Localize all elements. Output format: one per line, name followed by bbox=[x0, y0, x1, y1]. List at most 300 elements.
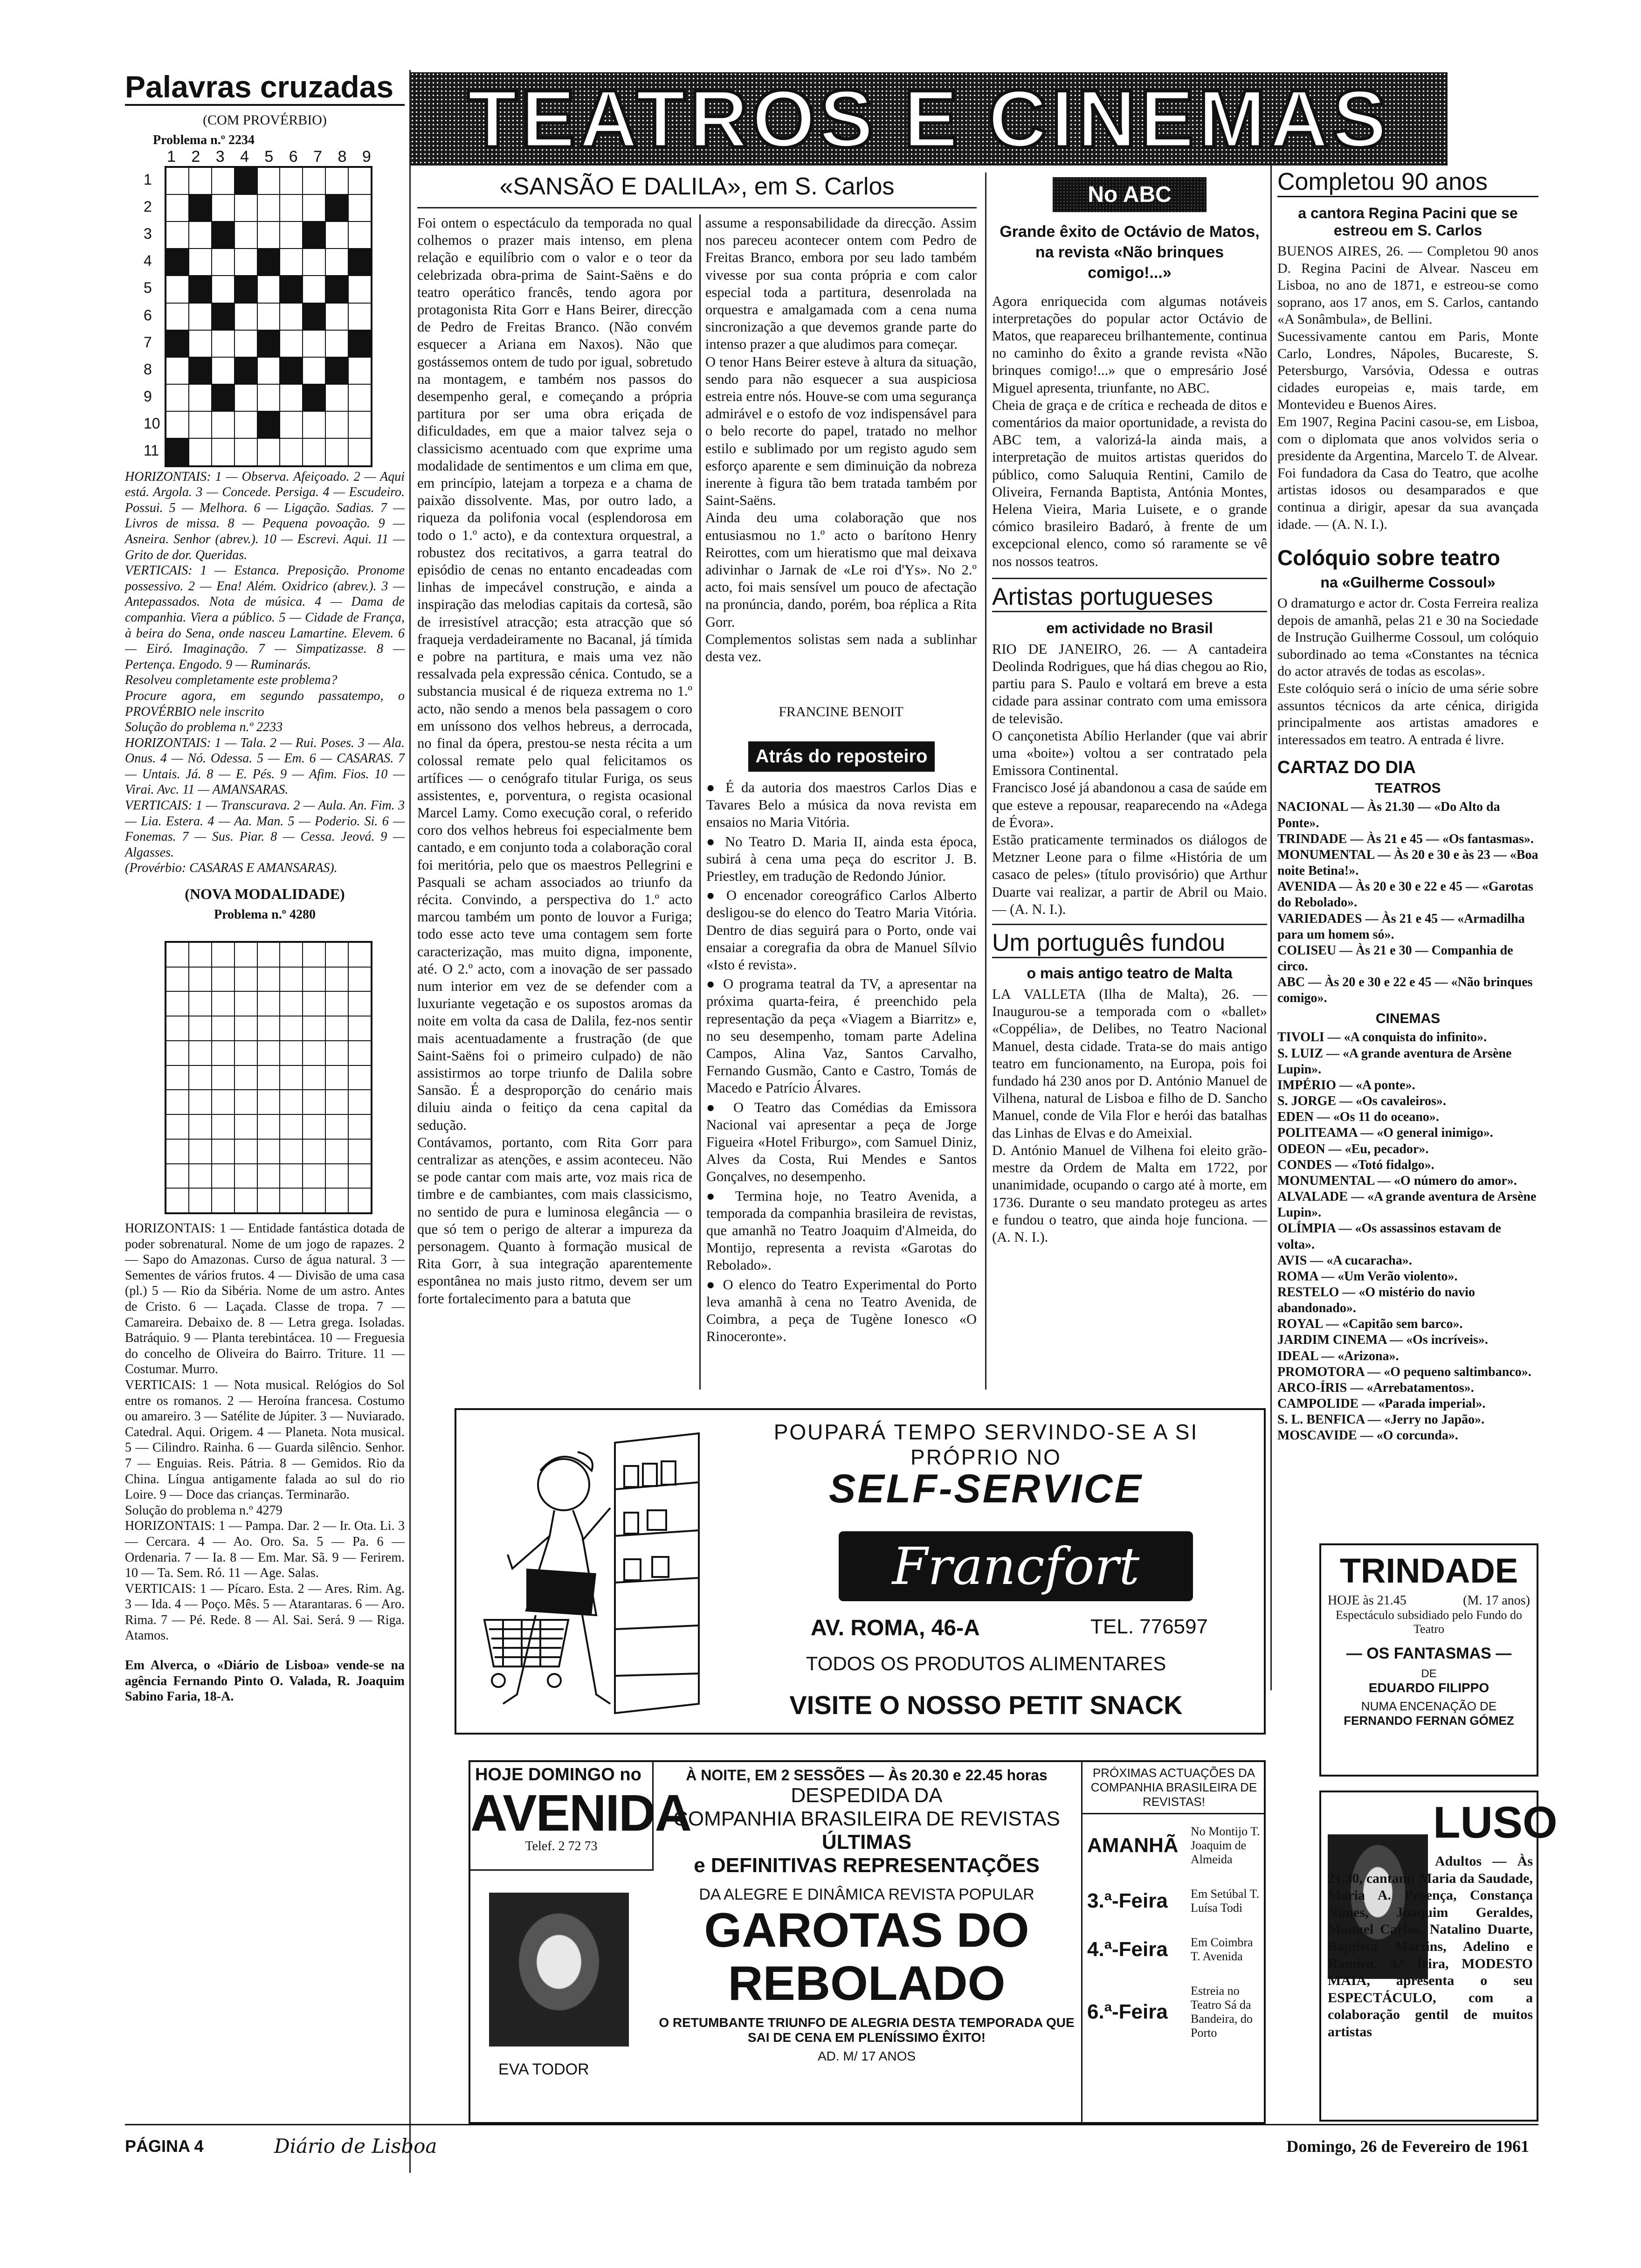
crossword-cell bbox=[234, 411, 257, 438]
crossword-cell bbox=[212, 411, 234, 438]
avenida-sessions: À NOITE, EM 2 SESSÕES — Às 20.30 e 22.45 horas bbox=[686, 1767, 1048, 1784]
cartaz-cinema-item: IDEAL — «Arizona». bbox=[1277, 1348, 1399, 1363]
crossword-cell bbox=[280, 1090, 303, 1114]
crossword-cell bbox=[166, 1114, 189, 1139]
avenida-l6: O RETUMBANTE TRIUNFO DE ALEGRIA DESTA TEMPORADA QUE SAI DE CENA EM PLENÍSSIMO ÊXITO! bbox=[659, 2015, 1075, 2045]
crossword-cell bbox=[303, 991, 325, 1016]
crossword-cell bbox=[280, 991, 303, 1016]
avenida-photo bbox=[489, 1893, 629, 2047]
crossword-column bbox=[125, 70, 405, 1705]
sansao-col2: assume a responsabilidade da direcção. Assim nos pareceu acontecer ontem com Pedro de Freitas Branco, embora por seu lado também vivesse por sua conta própria e com calor especial toda a partitura, desenrolada na orquestra e amalgamada com a cena numa sincronização a que devemos grande parte do intenso prazer a que aludimos para começar. O tenor Hans Beirer esteve à altura da situação, sendo para não esquecer a sua auspiciosa estreia entre nós. Houve-se com uma segurança admirável e o estofo de voz indispensável para o belo recorte do papel, tratado no melhor estilo e sublimado por um registo agudo sem esforço aparente e sem diminuição da nobreza inerente à figura tão bem tratada também por Saint-Saëns. Ainda deu uma colaboração que nos entusiasmou no 1.º acto o barítono Henry Reirottes, com um hieratismo que mal deixava adivinhar o Jarnak de «Le roi d'Ys». No 2.º acto, foi mais sensível um pouco de afectação na pronúncia, dando, porém, boa réplica a Rita Gorr. Complementos solistas sem nada a sublinhar desta vez. bbox=[705, 215, 977, 665]
crossword-cell bbox=[257, 438, 280, 465]
avenida-photo-caption: EVA TODOR bbox=[498, 2061, 589, 2078]
cartaz-cinema-item: PROMOTORA — «O pequeno saltimbanco». bbox=[1277, 1364, 1531, 1379]
crossword-cell bbox=[234, 1041, 257, 1065]
crossword-cell bbox=[166, 221, 189, 249]
ad-selfservice bbox=[455, 1408, 1266, 1735]
avenida-prox-list bbox=[1083, 1814, 1265, 2050]
crossword-grid-2234 bbox=[165, 166, 372, 467]
crossword-cell bbox=[212, 1114, 234, 1139]
crossword-cell bbox=[257, 1016, 280, 1041]
crossword-row-number: 10 bbox=[144, 415, 160, 432]
cartaz-teatros-list bbox=[1277, 799, 1538, 1006]
crossword-cell bbox=[348, 221, 371, 249]
crossword-cell bbox=[166, 1164, 189, 1189]
crossword-cell bbox=[189, 384, 212, 411]
cartaz-teatro-item: ABC — Às 20 e 30 e 22 e 45 — «Não brinques comigo». bbox=[1277, 975, 1533, 1006]
crossword-cell bbox=[234, 1139, 257, 1164]
crossword-cell bbox=[325, 438, 348, 465]
crossword-cell bbox=[325, 384, 348, 411]
crossword-new-heading: (NOVA MODALIDADE) bbox=[185, 885, 345, 903]
crossword-cell bbox=[303, 1016, 325, 1041]
trindade-de: DE bbox=[1421, 1667, 1437, 1680]
cartaz-cinema-item: AVIS — «A cucaracha». bbox=[1277, 1253, 1412, 1268]
sansao-col1: Foi ontem o espectáculo da temporada no qual colhemos o prazer mais intenso, em plena relação e equilíbrio com o valor e o teor da celebrizada obra-prima de Saint-Saëns e do teatro operático francês, tendo agora por protagonista Rita Gorr e Hans Beirer, direcção de Pedro de Freitas Branco. (Não convém esquecer a Ariana em Naxos). Não que gostássemos ontem de tudo por igual, sobretudo na montagem, e também nos passos do desempenho geral, e começando a própria partitura por ser uma obra eriçada de dificuldades, em que a maior talvez seja o classicismo acentuado com que exprime uma modalidade de sentimentos e um clima em que, em princípio, latejam a torpeza e a chama de paixão dissolvente. Mas, por outro lado, a riqueza da polifonia vocal (esplendorosa em todo o 1.º acto), e da contextura orquestral, a robustez dos recitativos, a garra teatral do episódio de cenas no entanto encadeadas com linhas de impecável construção, e ainda a inspiração das melodias capitais da cortesã, são de irresistível atracção; esta atracção que só fraqueja verdadeiramente no Bacanal, já tímida e pobre na partitura, e mais uma vez não ressalvada pela expressão cénica. Contudo, se a substancia musical é de riqueza extrema no 1.º acto, não sendo a menos bela passagem o coro em uníssono dos velhos hebreus, a derrocada, no final da ópera, prestou-se nesta récita a um colossal remate pelo qual felicitamos os artífices — o cenógrafo titular Furiga, os seus assistentes, e, porventura, o regista ocasional Marcel Lamy. Como execução coral, o referido coro dos velhos hebreus foi especialmente bem cantado, e em conjunto toda a colaboração coral foi meritória, pelo que os maestros Pellegrini e Pasquali se acham associados ao triunfo da récita. Convindo, a perspectiva do 1.º acto marcou também um ponto de louvor a Furiga; todo esse acto teve uma contagem sem forte caracterização, mas muito digna, imponente, até. O 2.º acto, com a inovação de ser passado num interior em vez de se defender com a luxuriante vegetação e os supostos aromas da noite em volta da casa de Dalila, fez-nos sentir mais acentuadamente a frustração (de que Saint-Saëns foi o primeiro culpado) de não assistirmos ao torpe triunfo de Dalila sobre Sansão. É a desproporção do cenário mais diluiu ainda o feitiço da cena capital da sedução. Contávamos, portanto, com Rita Gorr para centralizar as atenções, e assim aconteceu. Não se pode cantar com mais arte, voz mais rica de timbre e de cambiantes, com mais classicismo, no sentido de pura e luminosa elegância — o que só tem o perigo de alterar a impureza da personagem. Quanto à formação musical de Rita Gorr, à sua integração aparentemente espontânea no mais justo ritmo, devem ser um forte fortalecimento para a batuta que bbox=[417, 215, 692, 1307]
avenida-l1: DESPEDIDA DA bbox=[791, 1784, 943, 1807]
ad-trindade bbox=[1319, 1543, 1538, 1777]
crossword-cell bbox=[257, 303, 280, 330]
avenida-prox-day: 3.ª-Feira bbox=[1087, 1889, 1168, 1912]
crossword-cell bbox=[280, 1041, 303, 1065]
crossword-cell bbox=[325, 991, 348, 1016]
crossword-cell bbox=[303, 1188, 325, 1213]
reposteiro-item: ● O encenador coreográfico Carlos Alberto desligou-se do elenco do Teatro Maria Vitória. Dentro de dias seguirá para o Porto, onde vai ensaiar a coregrafia da obra de Manuel Sílvio «Isto é revista». bbox=[706, 887, 977, 973]
completou-headline: Completou 90 anos bbox=[1277, 168, 1538, 197]
crossword-cell bbox=[234, 1188, 257, 1213]
completou-body: BUENOS AIRES, 26. — Completou 90 anos D. Regina Pacini de Alvear. Nasceu em Lisboa, no ano de 1871, e estreou-se como soprano, aos 17 anos, em S. Carlos, cantando «A Sonâmbula», de Bellini. Sucessivamente cantou em Paris, Monte Carlo, Londres, Nápoles, Bucareste, S. Petersburgo, Varsóvia, Odessa e outras cidades europeias e, mais tarde, em Montevideu e Buenos Aires. Em 1907, Regina Pacini casou-se, em Lisboa, com o diplomata que anos volvidos seria o presidente da Argentina, Marcelo T. de Alvear. Foi fundadora da Casa do Teatro, que acolhe artistas idosos ou desamparados e que continua a dirigir, apesar da sua avançada idade. — (A. N. I.). bbox=[1277, 243, 1538, 532]
avenida-today: HOJE DOMINGO no bbox=[475, 1765, 641, 1784]
crossword-cell bbox=[348, 1114, 371, 1139]
crossword-cell bbox=[348, 194, 371, 221]
crossword-cell bbox=[325, 221, 348, 249]
ad-self-tel: TEL. 776597 bbox=[1090, 1615, 1208, 1638]
ad-avenida bbox=[469, 1760, 1266, 2124]
crossword-cell bbox=[257, 1090, 280, 1114]
cartaz-cinema-item: POLITEAMA — «O general inimigo». bbox=[1277, 1126, 1493, 1141]
avenida-l3: ÚLTIMAS bbox=[821, 1831, 912, 1853]
crossword-cell bbox=[257, 167, 280, 194]
crossword-cell bbox=[189, 1065, 212, 1090]
crossword-cell bbox=[189, 1090, 212, 1114]
crossword-row-number: 7 bbox=[144, 333, 152, 351]
luso-name: LUSO bbox=[1433, 1798, 1558, 1847]
crossword-row-number: 6 bbox=[144, 306, 152, 324]
trindade-author: EDUARDO FILIPPO bbox=[1368, 1680, 1489, 1695]
completou-sub: a cantora Regina Pacini que se estreou em S. Carlos bbox=[1298, 205, 1518, 239]
cartaz-cinema-item: ARCO-ÍRIS — «Arrebatamentos». bbox=[1277, 1380, 1474, 1395]
cartaz-cinema-item: ALVALADE — «A grande aventura de Arsène Lupin». bbox=[1277, 1189, 1537, 1220]
cartaz-teatro-item: NACIONAL — Às 21.30 — «Do Alto da Ponte». bbox=[1277, 800, 1500, 830]
crossword-cell bbox=[257, 1114, 280, 1139]
crossword-cell bbox=[212, 1188, 234, 1213]
ad-self-bottom: VISITE O NOSSO PETIT SNACK bbox=[789, 1690, 1183, 1720]
crossword-cell bbox=[234, 384, 257, 411]
crossword-cell bbox=[166, 1041, 189, 1065]
crossword-cell bbox=[257, 411, 280, 438]
avenida-prox-where: Em Coimbra T. Avenida bbox=[1191, 1936, 1253, 1963]
crossword-cell bbox=[257, 967, 280, 992]
crossword-cell bbox=[212, 967, 234, 992]
crossword-cell bbox=[166, 1139, 189, 1164]
cartaz-teatros-heading: TEATROS bbox=[1375, 781, 1441, 796]
crossword-cell bbox=[189, 303, 212, 330]
cartaz-cinema-item: EDEN — «Os 11 do oceano». bbox=[1277, 1110, 1439, 1125]
shopper-illustration bbox=[456, 1415, 717, 1732]
cartaz-cinemas-heading: CINEMAS bbox=[1375, 1011, 1441, 1027]
crossword-cell bbox=[189, 276, 212, 303]
avenida-prox-row bbox=[1083, 1814, 1265, 1877]
cartaz-cinema-item: S. LUIZ — «A grande aventura de Arsène Lupin». bbox=[1277, 1046, 1512, 1077]
crossword-cell bbox=[280, 330, 303, 357]
crossword-cell bbox=[303, 1164, 325, 1189]
trindade-line1: HOJE às 21.45 bbox=[1328, 1593, 1407, 1608]
crossword-cell bbox=[348, 411, 371, 438]
crossword-cell bbox=[303, 276, 325, 303]
crossword-cell bbox=[166, 438, 189, 465]
avenida-l2: COMPANHIA BRASILEIRA DE REVISTAS bbox=[673, 1807, 1060, 1830]
avenida-prox-where: Estreia no Teatro Sá da Bandeira, do Porto bbox=[1191, 1984, 1253, 2040]
column-rule bbox=[699, 214, 701, 1390]
crossword-cell bbox=[280, 967, 303, 992]
crossword-cell bbox=[189, 1114, 212, 1139]
crossword-cell bbox=[166, 249, 189, 276]
crossword-cell bbox=[234, 1164, 257, 1189]
section-banner bbox=[410, 72, 1448, 166]
crossword-cell bbox=[166, 967, 189, 992]
crossword-cell bbox=[303, 384, 325, 411]
cartaz-cinema-item: MOSCAVIDE — «O corcunda». bbox=[1277, 1428, 1458, 1443]
cartaz-cinema-item: CAMPOLIDE — «Parada imperial». bbox=[1277, 1397, 1486, 1411]
crossword-cell bbox=[303, 357, 325, 384]
crossword-cell bbox=[189, 357, 212, 384]
crossword-cell bbox=[234, 1114, 257, 1139]
cartaz-teatro-item: TRINDADE — Às 21 e 45 — «Os fantasmas». bbox=[1277, 831, 1534, 846]
crossword-cell bbox=[189, 221, 212, 249]
trindade-director: FERNANDO FERNAN GÓMEZ bbox=[1344, 1714, 1514, 1728]
cartaz-cinema-item: JARDIM CINEMA — «Os incríveis». bbox=[1277, 1333, 1488, 1348]
avenida-l5: DA ALEGRE E DINÂMICA REVISTA POPULAR bbox=[699, 1886, 1034, 1903]
crossword-cell bbox=[280, 276, 303, 303]
crossword-cell bbox=[212, 1090, 234, 1114]
cartaz-heading: CARTAZ DO DIA bbox=[1277, 758, 1416, 778]
crossword-cell bbox=[257, 330, 280, 357]
crossword-row-number: 9 bbox=[144, 388, 152, 405]
ad-self-line: TODOS OS PRODUTOS ALIMENTARES bbox=[806, 1653, 1166, 1674]
avenida-age: AD. M/ 17 ANOS bbox=[817, 2048, 916, 2063]
crossword-cell bbox=[257, 357, 280, 384]
crossword-cell bbox=[348, 1164, 371, 1189]
crossword-cell bbox=[348, 1139, 371, 1164]
crossword-cell bbox=[234, 194, 257, 221]
crossword-cell bbox=[234, 1065, 257, 1090]
crossword-cell bbox=[234, 221, 257, 249]
cartaz-teatro-item: AVENIDA — Às 20 e 30 e 22 e 45 — «Garotas do Rebolado». bbox=[1277, 879, 1533, 910]
cartaz-cinema-item: TIVOLI — «A conquista do infinito». bbox=[1277, 1030, 1487, 1045]
crossword-cell bbox=[325, 303, 348, 330]
crossword-cell bbox=[212, 1065, 234, 1090]
crossword-cell bbox=[257, 384, 280, 411]
crossword-cell bbox=[234, 1090, 257, 1114]
crossword-row-number: 11 bbox=[144, 442, 159, 459]
avenida-prox-where: No Montijo T. Joaquim de Almeida bbox=[1191, 1825, 1260, 1866]
crossword-cell bbox=[303, 194, 325, 221]
crossword-cell bbox=[166, 1188, 189, 1213]
crossword-cell bbox=[280, 1114, 303, 1139]
cartaz-cinema-item: ROMA — «Um Verão violento». bbox=[1277, 1269, 1458, 1284]
crossword-cell bbox=[166, 1090, 189, 1114]
crossword-cell bbox=[348, 303, 371, 330]
sansao-byline: FRANCINE BENOIT bbox=[779, 704, 903, 719]
crossword-cell bbox=[166, 194, 189, 221]
crossword-cell bbox=[303, 1114, 325, 1139]
crossword-cell bbox=[303, 411, 325, 438]
reposteiro-kicker: Atrás do reposteiro bbox=[748, 741, 935, 772]
crossword-cell bbox=[189, 167, 212, 194]
crossword-cell bbox=[280, 411, 303, 438]
crossword-cell bbox=[280, 249, 303, 276]
crossword-cell bbox=[325, 1188, 348, 1213]
crossword-cell bbox=[166, 1016, 189, 1041]
column-rule bbox=[985, 173, 986, 1390]
crossword-cell bbox=[189, 249, 212, 276]
avenida-prox-row bbox=[1083, 1925, 1265, 1974]
crossword-cell bbox=[212, 330, 234, 357]
crossword-cell bbox=[303, 942, 325, 967]
crossword-cell bbox=[348, 967, 371, 992]
crossword-cell bbox=[280, 942, 303, 967]
crossword-cell bbox=[257, 942, 280, 967]
cartaz-cinema-item: OLÍMPIA — «Os assassinos estavam de volta». bbox=[1277, 1221, 1501, 1252]
crossword-cell bbox=[166, 276, 189, 303]
sansao-headline: «SANSÃO E DALILA», em S. Carlos bbox=[499, 173, 895, 200]
crossword-cell bbox=[303, 221, 325, 249]
crossword-cell bbox=[189, 967, 212, 992]
crossword-cell bbox=[212, 1016, 234, 1041]
crossword-cell bbox=[303, 167, 325, 194]
abc-body: Agora enriquecida com algumas notáveis interpretações do popular actor Octávio de Matos, que reapareceu brilhantemente, continua no caminho do êxito a grande revista «Não brinques comigo!...» que o empresário José Miguel apresenta, triunfante, no ABC. Cheia de graça e de crítica e recheada de ditos e comentários da maior oportunidade, a revista do ABC tem, a valorizá-la ainda mais, a interpretação de muitos artistas queridos do público, como Saluquia Rentini, Camilo de Oliveira, Fernanda Baptista, Antónia Montes, Helena Vieira, Maria Luisete, e o grande cómico brasileiro Badaró, à frente de um excepcional elenco, como só raramente se vê nos nossos teatros. bbox=[992, 293, 1267, 569]
crossword-cell bbox=[212, 276, 234, 303]
crossword-row-number: 1 bbox=[144, 171, 152, 188]
avenida-l4: e DEFINITIVAS REPRESENTAÇÕES bbox=[694, 1854, 1040, 1877]
crossword-row-number: 3 bbox=[144, 225, 152, 242]
crossword-cell bbox=[325, 167, 348, 194]
crossword-cell bbox=[189, 942, 212, 967]
crossword-cell bbox=[189, 991, 212, 1016]
trindade-name: TRINDADE bbox=[1339, 1551, 1518, 1590]
crossword-cell bbox=[257, 1164, 280, 1189]
reposteiro-item: ● Termina hoje, no Teatro Avenida, a temporada da companhia brasileira de revistas, que amanhã no Teatro Joaquim d'Almeida, do Montijo, representa a revista «Garotas do Rebolado». bbox=[706, 1188, 977, 1273]
abc-headline: Grande êxito de Octávio de Matos, na revista «Não brinques comigo!...» bbox=[1000, 223, 1260, 282]
alverca-notice: Em Alverca, o «Diário de Lisboa» vende-se na agência Fernando Pinto O. Valada, R. Joaquim Sabino Faria, 18-A. bbox=[125, 1658, 405, 1704]
crossword-cell bbox=[212, 991, 234, 1016]
crossword-cell bbox=[348, 384, 371, 411]
crossword-top-numbers: 1 2 3 4 5 6 7 8 9 bbox=[167, 147, 377, 166]
reposteiro-item: ● O Teatro das Comédias da Emissora Nacional vai apresentar a peça de Jorge Figueira «Hotel Friburgo», com Samuel Diniz, Alves da Costa, Rui Mendes e Santos Gonçalves, no desempenho. bbox=[706, 1099, 977, 1185]
crossword-cell bbox=[280, 303, 303, 330]
trindade-age: (M. 17 anos) bbox=[1463, 1593, 1530, 1608]
crossword-cell bbox=[348, 1090, 371, 1114]
crossword-cell bbox=[257, 221, 280, 249]
crossword-row-numbers bbox=[144, 166, 162, 464]
crossword-cell bbox=[348, 249, 371, 276]
reposteiro-section bbox=[706, 741, 977, 1348]
cartaz-cinema-item: RESTELO — «O mistério do navio abandonado». bbox=[1277, 1285, 1475, 1316]
crossword-cell bbox=[325, 1065, 348, 1090]
crossword-cell bbox=[348, 1016, 371, 1041]
crossword-cell bbox=[257, 249, 280, 276]
crossword-cell bbox=[325, 276, 348, 303]
crossword-cell bbox=[212, 1139, 234, 1164]
crossword-cell bbox=[325, 1016, 348, 1041]
crossword-cell bbox=[257, 1188, 280, 1213]
crossword-cell bbox=[348, 330, 371, 357]
crossword-cell bbox=[234, 249, 257, 276]
crossword-cell bbox=[325, 330, 348, 357]
crossword-cell bbox=[303, 330, 325, 357]
crossword-cell bbox=[166, 991, 189, 1016]
ad-self-brand: Francfort bbox=[892, 1536, 1140, 1596]
crossword-cell bbox=[303, 1139, 325, 1164]
crossword-cell bbox=[189, 1164, 212, 1189]
crossword-cell bbox=[348, 1188, 371, 1213]
crossword-grid-4280 bbox=[165, 941, 372, 1214]
crossword-cell bbox=[212, 384, 234, 411]
crossword-cell bbox=[166, 1065, 189, 1090]
right-column bbox=[1277, 168, 1538, 1444]
crossword-cell bbox=[166, 411, 189, 438]
crossword-cell bbox=[212, 303, 234, 330]
avenida-name: AVENIDA bbox=[470, 1784, 691, 1842]
crossword-cell bbox=[166, 357, 189, 384]
crossword-cell bbox=[234, 967, 257, 992]
cartaz-teatro-item: COLISEU — Às 21 e 30 — Companhia de circo. bbox=[1277, 943, 1513, 974]
crossword-heading: Palavras cruzadas bbox=[125, 70, 405, 106]
cartaz-teatro-item: MONUMENTAL — Às 20 e 30 e às 23 — «Boa noite Betina!». bbox=[1277, 847, 1538, 878]
crossword-cell bbox=[234, 167, 257, 194]
crossword-cell bbox=[257, 991, 280, 1016]
crossword-cell bbox=[325, 1164, 348, 1189]
crossword-cell bbox=[303, 1065, 325, 1090]
crossword-clues-4280: HORIZONTAIS: 1 — Entidade fantástica dotada de poder sobrenatural. Nome de um jogo de rapazes. 2 — Sapo do Amazonas. Curso de água natural. 3 — Sementes de vários frutos. 4 — Divisão de uma casa (pl.) 5 — Rio da Sibéria. Nome de um astro. Antes de Cristo. 6 — Laçada. Classe de tropa. 7 — Camareira. Debaixo de. 8 — Letra grega. Isoladas. Batráquio. 9 — Planta terebintácea. 10 — Freguesia do concelho de Oliveira do Bairro. Triture. 11 — Costumar. Murro. VERTICAIS: 1 — Nota musical. Relógios do Sol entre os romanos. 2 — Heroína francesa. Costumo ou amareiro. 3 — Satélite de Júpiter. 3 — Nuviarado. Catedral. Aqui. Origem. 4 — Planeta. Nota musical. 5 — Cilindro. Rainha. 6 — Guarda silêncio. Senhor. 7 — Enguias. Reis. Pátria. 8 — Gemidos. Rio da China. Língua antigamente falada ao sul do rio Loire. 9 — Doce das crianças. Terminarão. Solução do problema n.º 4279 HORIZONTAIS: 1 — Pampa. Dar. 2 — Ir. Ota. Li. 3 — Cercara. 4 — Ao. Oro. Sa. 5 — Pa. 6 — Ordenaria. 7 — Ia. 8 — Em. Mar. Sã. 9 — Ferirem. 10 — Ta. Sem. Ró. 11 — Age. Salas. VERTICAIS: 1 — Pícaro. Esta. 2 — Ares. Rim. Ag. 3 — Ida. 4 — Poço. Mês. 5 — Atarantaras. 6 — Aro. Rima. 7 — Pé. Rede. 8 — Al. Sai. Será. 9 — Riga. Atamos. bbox=[125, 1221, 405, 1643]
ad-self-top: POUPARÁ TEMPO SERVINDO-SE A SI PRÓPRIO NO bbox=[773, 1420, 1199, 1469]
crossword-cell bbox=[325, 194, 348, 221]
crossword-sub: (COM PROVÉRBIO) bbox=[203, 112, 327, 128]
crossword-cell bbox=[234, 942, 257, 967]
coloquio-headline: Colóquio sobre teatro bbox=[1277, 546, 1500, 570]
crossword-cell bbox=[189, 1016, 212, 1041]
crossword-cell bbox=[234, 330, 257, 357]
crossword-cell bbox=[212, 1041, 234, 1065]
banner-title: TEATROS E CINEMAS bbox=[467, 73, 1391, 165]
crossword-clues-2234: HORIZONTAIS: 1 — Observa. Afeiçoado. 2 — Aqui está. Argola. 3 — Concede. Persiga. 4 — Escudeiro. Possui. 5 — Melhora. 6 — Ligação. Sadias. 7 — Livros de missa. 8 — Pequena povoação. 9 — Asneira. Senhor (abrev.). 10 — Escrevi. Aqui. 11 — Grito de dor. Queridas. VERTICAIS: 1 — Estanca. Preposição. Pronome possessivo. 2 — Ena! Além. Oxidrico (abrev.). 3 — Antepassados. Nota de música. 4 — Dama de companhia. Viera a público. 5 — Cidade de França, à beira do Sena, onde nasceu Lamartine. Elevem. 6 — Eiró. Imaginação. 7 — Simpatizasse. 8 — Pertença. Engodo. 9 — Ruminarás. Resolveu completamente este problema? Procure agora, em segundo passatempo, o PROVÉRBIO nele inscrito Solução do problema n.º 2233 HORIZONTAIS: 1 — Tala. 2 — Rui. Poses. 3 — Ala. Onus. 4 — Nó. Odessa. 5 — Em. 6 — CASARAS. 7 — Untais. Já. 8 — E. Pés. 9 — Afim. Fios. 10 — Virai. Avc. 11 — AMANSARAS. VERTICAIS: 1 — Transcurava. 2 — Aula. An. Fim. 3 — Lia. Estera. 4 — Aa. Man. 5 — Poderio. Si. 6 — Fonemas. 7 — Sus. Piar. 8 — Cessa. Jeová. 9 — Algasses. (Provérbio: CASARAS E AMANSARAS). bbox=[125, 469, 405, 876]
avenida-prox-day: AMANHÃ bbox=[1087, 1834, 1179, 1857]
ad-self-title: SELF-SERVICE bbox=[829, 1466, 1143, 1511]
crossword-cell bbox=[257, 194, 280, 221]
crossword-cell bbox=[325, 411, 348, 438]
crossword-cell bbox=[348, 991, 371, 1016]
crossword-cell bbox=[189, 411, 212, 438]
avenida-tel: Telef. 2 72 73 bbox=[525, 1839, 598, 1853]
crossword-row-number: 4 bbox=[144, 252, 152, 270]
crossword-cell bbox=[212, 438, 234, 465]
reposteiro-item: ● O elenco do Teatro Experimental do Porto leva amanhã à cena no Teatro Avenida, de Coimbra, a peça de Tugène Ionesco «O Rinoceronte». bbox=[706, 1276, 977, 1345]
crossword-problem: Problema n.º 2234 bbox=[153, 132, 255, 147]
cartaz-cinema-item: ROYAL — «Capitão sem barco». bbox=[1277, 1317, 1463, 1332]
crossword-cell bbox=[234, 1016, 257, 1041]
crossword-cell bbox=[348, 167, 371, 194]
crossword-cell bbox=[348, 1065, 371, 1090]
reposteiro-item: ● O programa teatral da TV, a apresentar na próxima quarta-feira, é preenchido pela representação da peça «Viagem a Biarritz» e, no seu desempenho, tomam parte Adelina Campos, Alina Vaz, Santos Carvalho, Fernando Gusmão, Canto e Castro, Tomás de Macedo e Patrício Álvares. bbox=[706, 976, 977, 1096]
crossword-cell bbox=[280, 1016, 303, 1041]
crossword-cell bbox=[189, 1139, 212, 1164]
portugues-body: LA VALLETA (Ilha de Malta), 26. — Inaugurou-se a temporada com o «ballet» «Coppélia», de Delibes, no Teatro Nacional Manuel, desta cidade. Trata-se do mais antigo teatro em funcionamento, na Europa, pois foi fundado há 230 anos por D. António Manuel de Vilhena, natural de Lisboa e filho de D. Sancho Manuel, conde de Vila Flor e herói das batalhas das Linhas de Elvas e do Ameixial. D. António Manuel de Vilhena foi eleito grão-mestre da Ordem de Malta em 1722, por unanimidade, ocupando o cargo até à morte, em 1736. Durante o seu mandato protegeu as artes e fundou o teatro, que ainda hoje funciona. — (A. N. I.). bbox=[992, 986, 1267, 1245]
luso-body: Adultos — Às 21.30, cantam: Maria da Saudade, Maria A. Proença, Constança Nunes, Joaquim Geraldes, Manuel Carlos, Natalino Duarte, Baptista Martins, Adelino e Ramiro. 3.ª feira, MODESTO MAIA, apresenta o seu ESPECTÁCULO, com a colaboração gentil de muitos artistas bbox=[1328, 1853, 1533, 2040]
cartaz-cinema-item: ODEON — «Eu, pecador». bbox=[1277, 1141, 1429, 1156]
crossword-cell bbox=[325, 1139, 348, 1164]
avenida-prox-title: PRÓXIMAS ACTUAÇÕES DA COMPANHIA BRASILEIRA DE REVISTAS! bbox=[1083, 1762, 1265, 1814]
avenida-prox-row bbox=[1083, 1974, 1265, 2050]
crossword-cell bbox=[280, 438, 303, 465]
crossword-cell bbox=[189, 194, 212, 221]
crossword-cell bbox=[348, 1041, 371, 1065]
crossword-cell bbox=[189, 330, 212, 357]
crossword-cell bbox=[166, 942, 189, 967]
portugues-sub: o mais antigo teatro de Malta bbox=[1027, 965, 1233, 982]
cartaz-teatro-item: VARIEDADES — Às 21 e 45 — «Armadilha para um homem só». bbox=[1277, 911, 1525, 942]
cartaz-cinema-item: IMPÉRIO — «A ponte». bbox=[1277, 1078, 1415, 1093]
crossword-cell bbox=[234, 991, 257, 1016]
crossword-cell bbox=[257, 1139, 280, 1164]
crossword-cell bbox=[166, 330, 189, 357]
crossword-cell bbox=[325, 357, 348, 384]
crossword-cell bbox=[257, 1065, 280, 1090]
crossword-cell bbox=[348, 357, 371, 384]
crossword-cell bbox=[234, 357, 257, 384]
crossword-row-number: 8 bbox=[144, 360, 152, 378]
column-rule bbox=[1270, 166, 1272, 1690]
crossword-cell bbox=[303, 249, 325, 276]
coloquio-sub: na «Guilherme Cossoul» bbox=[1320, 574, 1496, 591]
cartaz-cinema-item: S. JORGE — «Os cavaleiros». bbox=[1277, 1094, 1446, 1109]
portugues-headline: Um português fundou bbox=[992, 929, 1226, 957]
crossword-cell bbox=[189, 438, 212, 465]
ad-self-address: AV. ROMA, 46-A bbox=[811, 1616, 980, 1640]
crossword-cell bbox=[303, 1041, 325, 1065]
crossword-cell bbox=[280, 194, 303, 221]
page-footer bbox=[125, 2124, 1538, 2163]
crossword-cell bbox=[325, 249, 348, 276]
abc-kicker: No ABC bbox=[1053, 177, 1207, 212]
crossword-cell bbox=[303, 967, 325, 992]
trindade-enc: NUMA ENCENAÇÃO DE bbox=[1361, 1699, 1497, 1714]
avenida-prox-day: 6.ª-Feira bbox=[1087, 2000, 1168, 2023]
crossword-cell bbox=[234, 303, 257, 330]
avenida-prox-day: 4.ª-Feira bbox=[1087, 1938, 1168, 1961]
crossword-cell bbox=[280, 1065, 303, 1090]
crossword-cell bbox=[325, 942, 348, 967]
crossword-cell bbox=[212, 1164, 234, 1189]
crossword-cell bbox=[212, 221, 234, 249]
cartaz-cinemas-list bbox=[1277, 1030, 1538, 1444]
crossword-cell bbox=[280, 1139, 303, 1164]
crossword-cell bbox=[234, 276, 257, 303]
cartaz-cinema-item: CONDES — «Totó fidalgo». bbox=[1277, 1157, 1434, 1172]
crossword-cell bbox=[257, 1041, 280, 1065]
crossword-cell bbox=[212, 942, 234, 967]
footer-date: Domingo, 26 de Fevereiro de 1961 bbox=[1286, 2137, 1529, 2156]
crossword-cell bbox=[189, 1041, 212, 1065]
